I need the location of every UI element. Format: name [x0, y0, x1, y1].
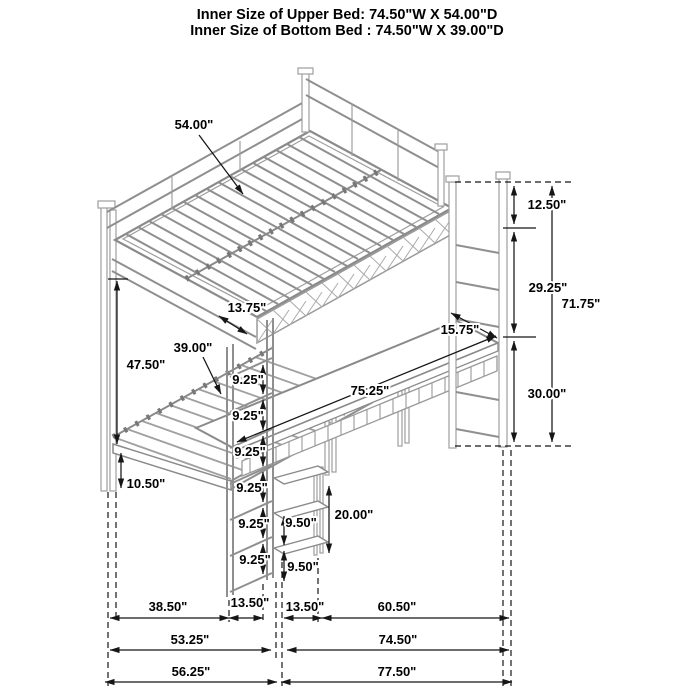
- dim-label-shelf-height: 20.00": [334, 507, 374, 522]
- dim-label-desk-length: 75.25": [350, 383, 390, 398]
- dim-label-row1-a: 38.50": [148, 599, 188, 614]
- dim-label-rail-gap: 13.75": [227, 300, 267, 315]
- dim-label-row3-a: 56.25": [171, 664, 211, 679]
- dim-label-lower-depth: 39.00": [173, 340, 213, 355]
- shelf-unit: [274, 466, 328, 555]
- dim-label-step-1: 9.25": [232, 372, 264, 387]
- dim-label-row1-d: 60.50": [377, 599, 417, 614]
- far-corner-post: [298, 68, 313, 132]
- dim-label-post-above-rail: 12.50": [527, 197, 567, 212]
- dim-label-desk-depth: 15.75": [440, 322, 480, 337]
- dim-label-shelf-gap-1: 9.50": [285, 515, 317, 530]
- dim-label-overall-height: 71.75": [561, 296, 601, 311]
- dim-label-row2-a: 53.25": [170, 632, 210, 647]
- header-line2: Inner Size of Bottom Bed : 74.50"W X 39.00"D: [190, 23, 504, 39]
- dim-label-step-2: 9.25": [232, 408, 264, 423]
- labels: [127, 7, 601, 679]
- header-line1: Inner Size of Upper Bed: 74.50"W X 54.00"D: [196, 7, 498, 23]
- right-ladder: [446, 172, 510, 448]
- dim-label-upper-depth: 54.00": [174, 117, 214, 132]
- dim-label-row3-b: 77.50": [377, 664, 417, 679]
- dim-label-row1-b: 13.50": [230, 595, 270, 610]
- dim-label-step-3: 9.25": [234, 444, 266, 459]
- dim-label-desk-height: 30.00": [527, 386, 567, 401]
- dim-label-step-4: 9.25": [236, 480, 268, 495]
- dim-label-lower-height: 10.50": [126, 476, 166, 491]
- dim-label-row2-b: 74.50": [378, 632, 418, 647]
- dim-label-clearance: 47.50": [126, 357, 166, 372]
- dim-label-step-6: 9.25": [239, 552, 271, 567]
- dim-label-row1-c: 13.50": [285, 599, 325, 614]
- dim-label-shelf-gap-2: 9.50": [287, 559, 319, 574]
- dim-label-step-5: 9.25": [238, 516, 270, 531]
- dim-label-rail-to-desk: 29.25": [528, 280, 568, 295]
